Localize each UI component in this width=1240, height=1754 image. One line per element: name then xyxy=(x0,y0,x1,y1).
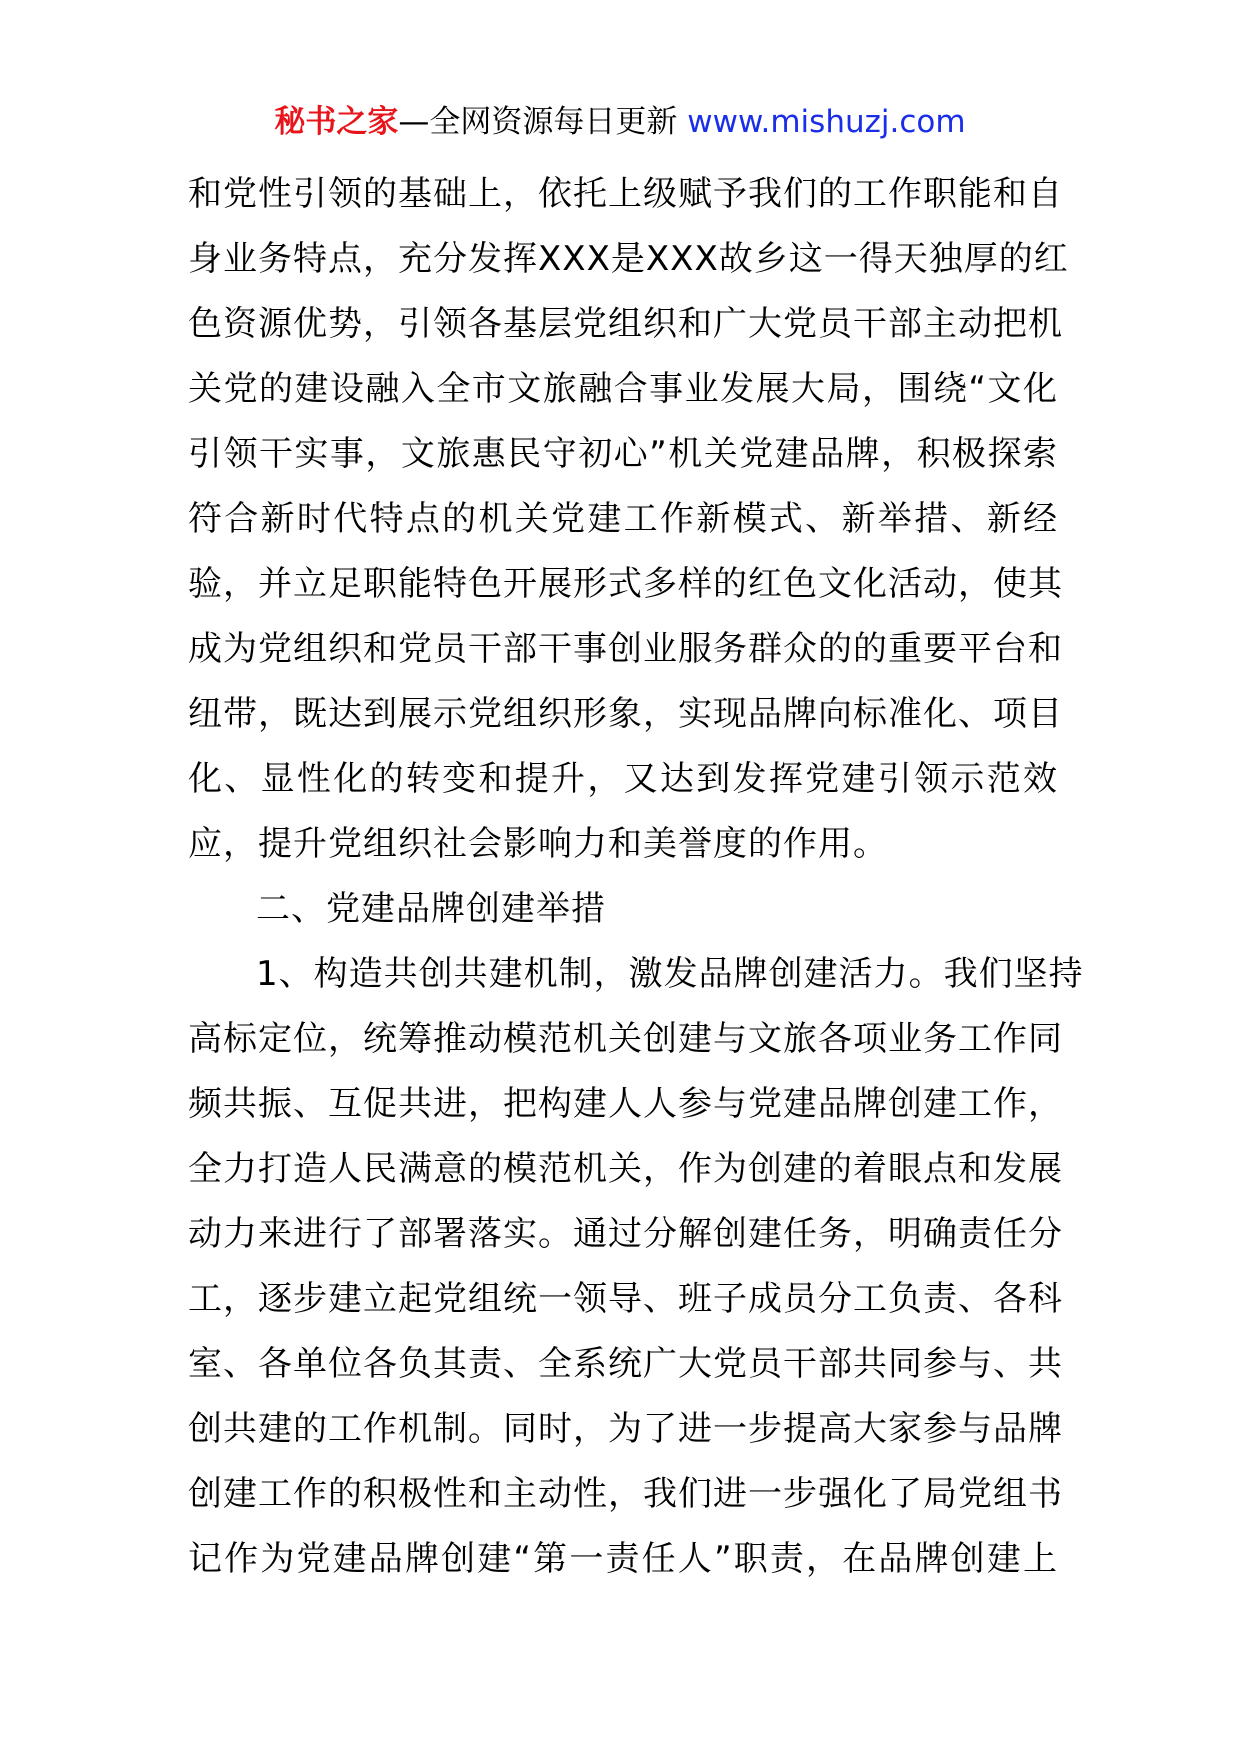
text-line: 化、显性化的转变和提升，又达到发挥党建引领示范效 xyxy=(188,759,1058,799)
text-line: 验，并立足职能特色开展形式多样的红色文化活动，使其 xyxy=(188,564,1063,604)
brand-name: 秘书之家 xyxy=(274,104,399,140)
section-heading: 二、党建品牌创建举措 xyxy=(256,889,606,929)
text-line: 室、各单位各负其责、全系统广大党员干部共同参与、共 xyxy=(188,1344,1063,1384)
header-tagline: —全网资源每日更新 xyxy=(398,104,688,140)
text-line: 色资源优势，引领各基层党组织和广大党员干部主动把机 xyxy=(188,304,1063,344)
text-line: 符合新时代特点的机关党建工作新模式、新举措、新经 xyxy=(188,499,1058,539)
text-line: 全力打造人民满意的模范机关，作为创建的着眼点和发展 xyxy=(188,1149,1063,1189)
site-url-link[interactable]: www.mishuzj.com xyxy=(687,104,966,140)
text-line: 创建工作的积极性和主动性，我们进一步强化了局党组书 xyxy=(188,1474,1063,1514)
text-line: 1、构造共创共建机制，激发品牌创建活力。我们坚持 xyxy=(256,954,1084,994)
text-line: 成为党组织和党员干部干事创业服务群众的的重要平台和 xyxy=(188,629,1063,669)
text-line: 关党的建设融入全市文旅融合事业发展大局，围绕“文化 xyxy=(188,369,1058,409)
text-line: 纽带，既达到展示党组织形象，实现品牌向标准化、项目 xyxy=(188,694,1063,734)
text-line: 和党性引领的基础上，依托上级赋予我们的工作职能和自 xyxy=(188,174,1063,214)
site-header xyxy=(0,100,1240,144)
text-line: 频共振、互促共进，把构建人人参与党建品牌创建工作， xyxy=(188,1084,1063,1124)
text-line: 动力来进行了部署落实。通过分解创建任务，明确责任分 xyxy=(188,1214,1063,1254)
text-line: 创共建的工作机制。同时，为了进一步提高大家参与品牌 xyxy=(188,1409,1063,1449)
text-line: 工，逐步建立起党组统一领导、班子成员分工负责、各科 xyxy=(188,1279,1063,1319)
document-body xyxy=(188,162,1084,1592)
text-line: 记作为党建品牌创建“第一责任人”职责，在品牌创建上 xyxy=(188,1539,1058,1579)
text-line: 引领干实事，文旅惠民守初心”机关党建品牌，积极探索 xyxy=(188,434,1058,474)
text-line: 高标定位，统筹推动模范机关创建与文旅各项业务工作同 xyxy=(188,1019,1063,1059)
text-line: 身业务特点，充分发挥XXX是XXX故乡这一得天独厚的红 xyxy=(188,239,1069,279)
text-line: 应，提升党组织社会影响力和美誉度的作用。 xyxy=(188,824,888,864)
